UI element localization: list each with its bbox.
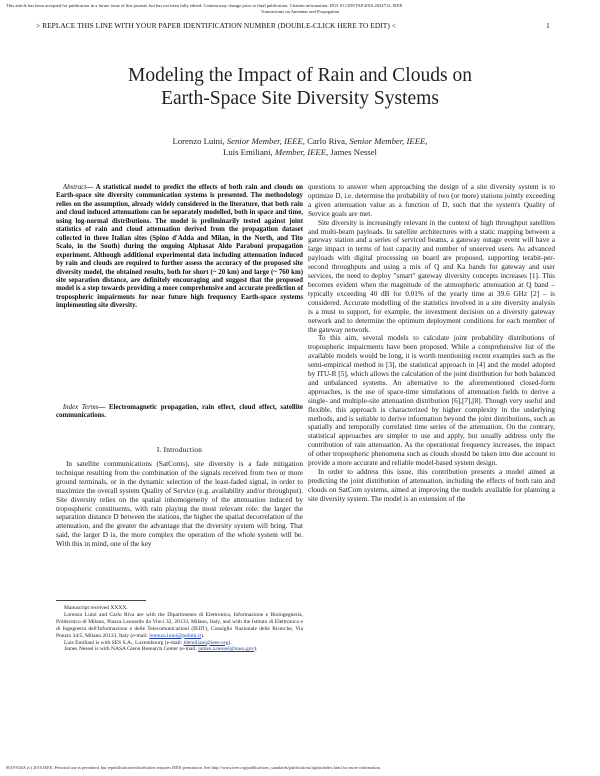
email-link[interactable]: james.a.nessel@nasa.gov [198,646,255,653]
footnotes [56,605,303,653]
author-role: Senior Member, IEEE [226,136,303,146]
email-link[interactable]: lorenzo.luini@polimi.it [149,632,201,639]
author-separator: , [425,136,428,146]
copyright-notice: 0018-926X (c) 2016 IEEE. Personal use is permitted, but republication/redistribution requires IEEE permission. See http://www.ieee.org/publications_standards/publications/rights/index.html for more information. [6,765,381,770]
index-terms [56,404,303,421]
author-role: Senior Member, IEEE [349,136,426,146]
journal-name: Transactions on Antennas and Propagation [260,9,340,14]
section-heading: I. Introduction [156,445,203,454]
index-terms-text: — Electromagnetic propagation, rain effect, cloud effect, satellite communications. [56,404,303,420]
abstract-text: — A statistical model to predict the effects of both rain and clouds on Earth-space site diversity communication systems is presented. The methodology relies on the assumption, already widely considered in the literature, that both rain and cloud induced attenuations can be separately modelled, both in space and time, using log-normal distributions. The model is preliminarily tested against joint statistics of rain and cloud attenuation derived from the propagation dataset collected in three Italian sites (Spino d'Adda and Milan, in the North, and Tito Scalo, in the South) during the ongoing Alphasat Aldo Paraboni propagation experiment. Although additional experimental data including attenuation induced by rain and clouds are required to further assess the accuracy of the proposed site diversity model, the obtained results, both for short (~ 20 km) and large (~ 760 km) site separation distance, are definitely encouraging and suggest that the proposed model is a step towards providing a more comprehensive and accurate prediction of tropospheric impairments for near future high frequency Earth-space systems implementing site diversity. [56,184,303,310]
footnote-divider [56,600,146,601]
paper-title [40,64,560,110]
footnote-affiliation-2: Luis Emiliani is with SES S.A., Luxembourg (e-mail: ldemiliani@ieee.org). [64,639,232,646]
right-column-body [308,183,555,504]
author-name: , James Nessel [326,147,377,157]
author-list [40,136,560,158]
author-role: Member, IEEE [274,147,327,157]
footnote-received: Manuscript received XXXX. [64,605,128,611]
paragraph: Site diversity is increasingly relevant in the context of high throughput satellites and multi-beam payloads. In satellite architectures with a static mapping between a gateway station and a series of serviced beams, a gateway outage event will have a large impact in terms of lost capacity and number of unserved users. As advanced payloads with digital processing on board are proposed, supporting terabit-per-second throughputs and using a mix of Q and Ka bands for gateway and user services, the need to deploy "smart" gateway diversity concepts increases [1]. This becomes evident when the magnitude of the atmospheric attenuation at Q band – typically exceeding 40 dB for 0.01% of the yearly time at 39.6 GHz [2] – is considered. Accurate modelling of the statistics involved in a site diversity analysis is a must to support, for example, the investment decision on a diversity gateway network and to determine the optimum deployment conditions for each member of the gateway network. [308,218,555,334]
email-link[interactable]: ldemiliani@ieee.org [183,639,229,646]
paragraph: In order to address this issue, this contribution presents a model aimed at predicting the joint distribution of attenuation, including the effects of both rain and clouds on SatCom systems, aimed at improving the models available for planning a site diversity system. The model is an extension of the [308,468,555,503]
paragraph: questions to answer when approaching the design of a site diversity system is to optimize D, i.e. determine the probability of two (or more) stations jointly exceeding a given attenuation value as a function of D, such that the system's Quality of Service goals are met. [308,183,555,218]
author-name: Luis Emiliani, [223,147,275,157]
abstract-label: Abstract [62,184,87,191]
page-number: 1 [546,21,550,30]
index-terms-label: Index Terms [62,404,99,411]
title-line-1: Modeling the Impact of Rain and Clouds on [128,65,472,86]
left-column-body [56,460,303,549]
publication-notice: This article has been accepted for publication in a future issue of this journal, but has not been fully edited. Content may change prior to final publication. Citation information: DOI 10.1109/TAP.2016.2634712, IEEE [6,3,403,8]
author-name: , Carlo Riva, [302,136,350,146]
title-line-2: Earth-Space Site Diversity Systems [161,88,439,109]
footnote-affiliation-3: James Nessel is with NASA Glenn Research Center (e-mail: james.a.nessel@nasa.gov). [64,646,258,653]
paper-id-placeholder[interactable]: > REPLACE THIS LINE WITH YOUR PAPER IDENTIFICATION NUMBER (DOUBLE-CLICK HERE TO EDIT) < [36,21,396,30]
paragraph: In satellite communications (SatComs), site diversity is a fade mitigation technique resulting from the combination of the signals received from two or more ground terminals, or in the dynamic selection of the least-faded signal, in order to maximize the overall system Quality of Service (e.g. availability and/or throughput). Site diversity relies on the spatial inhomogeneity of the attenuation induced by tropospheric constituents, with rain playing the most relevant role: the larger the separation distance D between the stations, the higher the spatial decorrelation of the attenuation, and the greater the advantage that the diversity system will bring. That said, the larger D is, the more complex the operation of the whole system will be. With this in mind, one of the key [56,460,303,549]
abstract [56,184,303,311]
paragraph: To this aim, several models to calculate joint probability distributions of tropospheric impairments have been proposed. While a comprehensive list of the available models would be long, it is worth mentioning recent examples such as the semi-empirical method in [3], the statistical approach in [4] and the model adopted by ITU-R [5], which allows the calculation of the joint distribution for both balanced and unbalanced systems. An alternative to the aforementioned closed-form approaches, is the use of space-time simulations of attenuation fields to derive a single- and multiple-site attenuation distribution [6],[7],[8]. Though very useful and flexible, this approach is characterized by higher complexity in the underlying methods, and is suitable to derive information beyond the joint distributions, such as spatially and temporally correlated time series of the attenuation. On the contrary, statistical approaches are simpler to use and apply, but usually address only the contribution of rain attenuation. As the operational frequency increases, the impact of other tropospheric phenomena such as clouds should be taken into due account to provide a more accurate and reliable model-based system design. [308,334,555,468]
footnote-affiliation-1: Lorenzo Luini and Carlo Riva are with the Dipartimento di Elettronica, Informazione e Bioingegneria, Politecnico di Milano, Piazza Leonardo da Vinci 32, 20133, Milano, Italy, and with the Istituto di Elettronica e di Ingegneria dell'Informazione e delle Telecomunicazioni (IEIIT), Consiglio Nazionale delle Ricerche, Via Ponzio 34/5, Milano 20133, Italy (e-mail: lorenzo.luini@polimi.it). [56,611,303,639]
author-name: Lorenzo Luini, [172,136,227,146]
